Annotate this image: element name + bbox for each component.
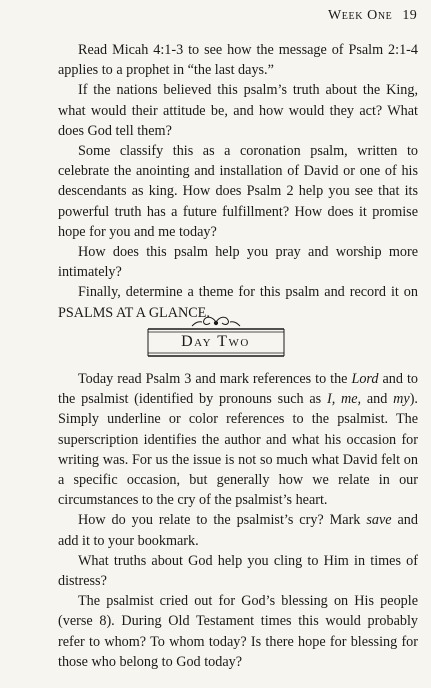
text-run: and add it to your bookmark.	[58, 512, 418, 549]
text-run: and	[361, 391, 394, 408]
paragraph: The psalmist cried out for God’s blessing on His people (verse 8). During Old Testament times this would probably refer to whom? To whom today? Is there hope for blessing for those who belong to God today?	[58, 593, 418, 670]
text-run: ). Simply underline or color references to the psalmist. The superscription identifies the author and what his occasion for writing was. For us the issue is not so much what David felt on a specific occasion, but generally how we relate in our circumstances to the cry of the psalmist’s heart.	[58, 391, 418, 509]
emphasis: Lord	[351, 371, 379, 387]
paragraph: Read Micah 4:1-3 to see how the message of Psalm 2:1-4 applies to a prophet in “the last days.”	[58, 42, 418, 79]
section-title: Week One	[327, 8, 393, 23]
day-heading	[0, 313, 431, 361]
emphasis: I, me,	[326, 391, 362, 408]
paragraph: What truths about God help you cling to Him in times of distress?	[58, 552, 418, 590]
page-number: 19	[402, 8, 417, 23]
week-one-text	[58, 40, 418, 323]
paragraph: How does this psalm help you pray and worship more intimately?	[58, 244, 418, 281]
day-heading-title: Day Two	[181, 333, 250, 350]
text-run: and to the psalmist (identified by pronouns such as	[58, 371, 418, 408]
paragraph: Some classify this as a coronation psalm, written to celebrate the anointing and installation of David or one of his descendants as king. How does Psalm 2 help you see that its powerful truth has a future fulfillment? How does it promise hope for you and me today?	[58, 143, 418, 240]
paragraph: Finally, determine a theme for this psalm and record it on PSALMS AT A GLANCE.	[58, 284, 418, 321]
emphasis: my	[393, 391, 410, 408]
paragraph: If the nations believed this psalm’s truth about the King, what would their attitude be, and how would they act? What does God tell them?	[58, 82, 418, 139]
emphasis: save	[366, 512, 392, 529]
running-header	[328, 8, 417, 24]
paragraph	[58, 510, 418, 550]
text-run: How do you relate to the psalmist’s cry? Mark	[78, 512, 367, 529]
paragraph	[58, 369, 418, 510]
day-two-text	[58, 369, 418, 672]
text-run: Today read Psalm 3 and mark references to the	[78, 371, 352, 387]
